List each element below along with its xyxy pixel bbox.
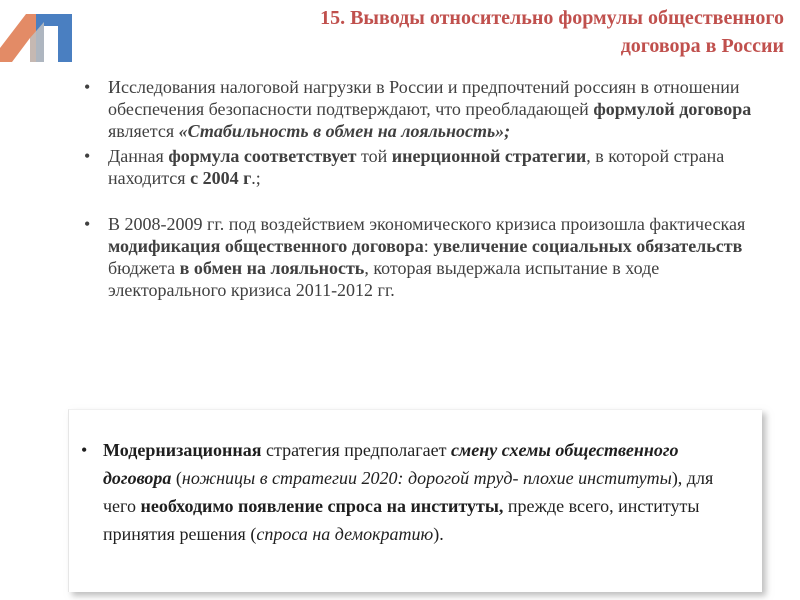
text-run: : [423, 236, 434, 256]
text-run: в обмен на лояльность [179, 258, 365, 278]
upper-bullet-list [84, 76, 774, 301]
text-run: .; [251, 168, 261, 188]
text-run: увеличение социальных обязательств [433, 236, 743, 256]
modernization-box [68, 409, 762, 592]
text-run: ( [171, 468, 182, 488]
modernization-bullet-list [81, 436, 741, 548]
text-run: смену схемы общественного договора [103, 440, 679, 488]
title-line-1: 15. Выводы относительно формулы общественного [320, 7, 784, 29]
bullet-text [108, 214, 745, 300]
text-run: формула соответствует [168, 146, 357, 166]
bullet-dot-icon: • [84, 214, 91, 234]
text-run: ножницы в стратегии 2020: дорогой труд- плохие институты [181, 468, 672, 488]
text-run: модификация общественного договора [108, 236, 424, 256]
text-run: бюджета [108, 258, 180, 278]
text-run: , в которой страна находится [108, 146, 725, 188]
text-run: с 2004 г [190, 168, 252, 188]
text-run: той [356, 146, 392, 166]
bullet-item [84, 76, 774, 142]
bullet-item [84, 213, 774, 301]
slide-title [144, 4, 784, 60]
text-run: инерционной стратегии [391, 146, 587, 166]
logo-icon [0, 0, 80, 72]
text-run: Исследования налоговой нагрузки в России и предпочтений россиян в отношении обеспечения безопасности подтверждают, что преобладающей [108, 77, 740, 119]
text-run: , которая выдержала испытание в ходе электорального кризиса 2011-2012 гг. [108, 258, 660, 300]
text-run: В 2008-2009 гг. под воздействием экономического кризиса произошла фактическая [108, 214, 746, 234]
text-run: «Стабильность в обмен на лояльность»; [178, 121, 511, 141]
text-run: спроса на демократию [256, 524, 434, 544]
bullet-dot-icon: • [84, 77, 91, 97]
text-run: ), для чего [103, 468, 714, 516]
text-run: стратегия предполагает [261, 440, 451, 460]
bullet-text [103, 440, 713, 544]
text-run: формулой договора [593, 99, 752, 119]
logo-white-gap [44, 26, 50, 62]
bullet-dot-icon: • [84, 146, 91, 166]
bullet-item [81, 436, 741, 548]
text-run: Данная [108, 146, 169, 166]
title-line-2: договора в России [620, 35, 784, 57]
text-run: ). [433, 524, 444, 544]
text-run: является [108, 121, 179, 141]
bullet-text [108, 146, 724, 188]
text-run: прежде всего, институты принятия решения ( [103, 496, 700, 544]
bullet-dot-icon: • [81, 440, 88, 460]
text-run: Модернизационная [103, 440, 262, 460]
text-run: необходимо появление спроса на институты, [140, 496, 504, 516]
bullet-item [84, 145, 774, 189]
bullet-text [108, 77, 751, 141]
